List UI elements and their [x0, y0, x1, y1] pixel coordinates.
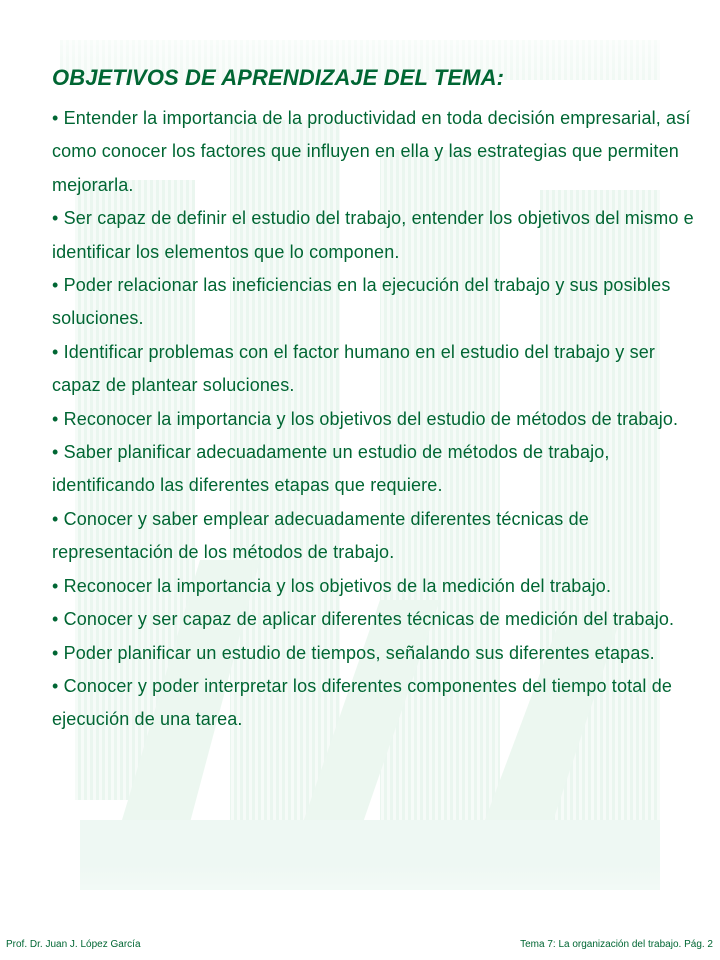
- bullet-icon: •: [52, 508, 59, 529]
- objective-item: [49, 603, 699, 636]
- objective-text: Conocer y poder interpretar los diferentes componentes del tiempo total de ejecución de una tarea.: [52, 675, 673, 730]
- objective-item: [49, 403, 699, 436]
- objective-item: [49, 637, 699, 670]
- objective-item: [49, 269, 699, 336]
- bullet-icon: •: [52, 675, 59, 696]
- document-body: [49, 60, 699, 737]
- bullet-icon: •: [52, 341, 59, 362]
- bullet-icon: •: [52, 575, 59, 596]
- objective-text: Identificar problemas con el factor humano en el estudio del trabajo y ser capaz de plantear soluciones.: [52, 341, 656, 396]
- objective-text: Poder relacionar las ineficiencias en la ejecución del trabajo y sus posibles soluciones.: [52, 275, 671, 329]
- objective-item: [49, 202, 699, 269]
- bullet-icon: •: [52, 408, 59, 429]
- bullet-icon: •: [52, 275, 59, 296]
- footer-page-info: Tema 7: La organización del trabajo. Pág. 2: [520, 939, 713, 950]
- objective-text: Reconocer la importancia y los objetivos del estudio de métodos de trabajo.: [63, 408, 679, 429]
- objective-text: Poder planificar un estudio de tiempos, señalando sus diferentes etapas.: [63, 642, 655, 663]
- objective-text: Reconocer la importancia y los objetivos de la medición del trabajo.: [63, 575, 612, 596]
- section-title: OBJETIVOS DE APRENDIZAJE DEL TEMA:: [52, 65, 505, 90]
- objective-item: [49, 336, 699, 403]
- bullet-icon: •: [52, 208, 59, 229]
- objective-text: Saber planificar adecuadamente un estudio de métodos de trabajo, identificando las diferentes etapas que requiere.: [52, 442, 610, 496]
- objective-item: [49, 570, 699, 603]
- objective-text: Conocer y ser capaz de aplicar diferentes técnicas de medición del trabajo.: [63, 609, 675, 630]
- bullet-icon: •: [52, 609, 59, 630]
- objective-text: Ser capaz de definir el estudio del trabajo, entender los objetivos del mismo e identificar los elementos que lo componen.: [52, 208, 694, 262]
- objective-text: Entender la importancia de la productividad en toda decisión empresarial, así como conocer los factores que influyen en ella y las estrategias que permiten mejorarla.: [52, 108, 691, 195]
- bullet-icon: •: [52, 108, 59, 128]
- objective-item: [49, 503, 699, 570]
- objective-item: [49, 436, 699, 503]
- objective-item: [49, 102, 699, 202]
- bullet-icon: •: [52, 442, 59, 463]
- bullet-icon: •: [52, 642, 59, 663]
- objective-item: [49, 670, 699, 737]
- objective-text: Conocer y saber emplear adecuadamente diferentes técnicas de representación de los métodos de trabajo.: [52, 508, 589, 563]
- footer-author: Prof. Dr. Juan J. López García: [6, 939, 141, 950]
- objectives-list: [49, 102, 699, 737]
